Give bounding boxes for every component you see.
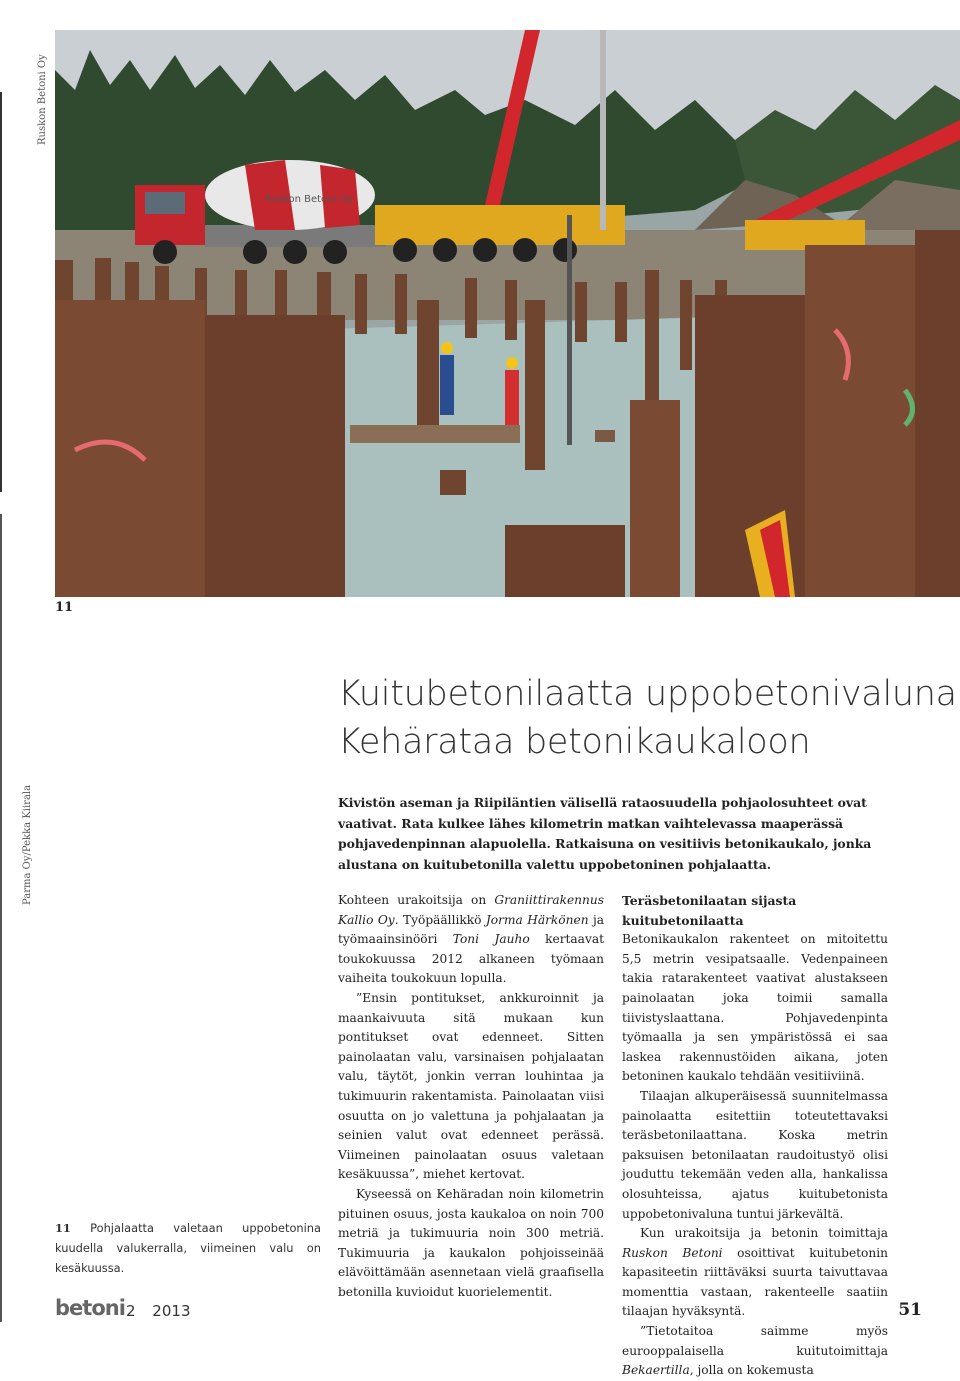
page-number: 51 [898,1300,922,1320]
photo-credit-middle: Parma Oy/Pekka Kiirala [22,784,33,905]
svg-text:Ruskon Betoni Oy: Ruskon Betoni Oy [265,194,354,205]
section-heading: Teräsbetonilaatan sijasta kuitubetonilaatta [622,893,797,928]
left-margin-rule [0,92,2,492]
photo-caption: 11 Pohjalaatta valetaan uppobetonina kuudella valukerralla, viimeinen valu on kesäkuussa. [55,1221,321,1275]
left-margin-rule [0,514,2,1322]
paragraph: Kohteen urakoitsija on Graniittirakennus Kallio Oy. Työpäällikkö Jorma Härkönen ja työmaainsinööri Toni Jauho kertaavat toukokuussa 2012 alkaneen työmaan vaiheita toukokuun lopulla. [338,893,605,986]
work-platform [350,425,520,443]
title-line-2: Kehärataa betonikaukaloon [338,722,811,762]
magazine-logo: betoni [55,1296,125,1320]
paragraph: Kyseessä on Kehäradan noin kilometrin pituinen osuus, josta kaukaloa on noin 700 metriä ja tukimuuria noin 300 metriä. Tukimuuria ja kaukalon pohjoisseinää elävöittämään asennetaan vielä graafisella betonilla kuvioidut kuorielementit. [338,1186,604,1299]
paragraph: ”Ensin pontitukset, ankkuroinnit ja maankaivuuta sitä mukaan kun pontitukset ovat edenneet. Sitten painolaatan valu, varsinaisen pohjalaatan valu, täytöt, jonkin verran louhintaa ja tukimuurin rakentamista. Painolaatan viisi osuutta on jo valettuna ja pohjalaatan ja seinien valut ovat edenneet perässä. Viimeinen painolaatan osuus valetaan kesäkuussa”, miehet kertovat. [338,990,604,1182]
text-column-2 [622,891,888,1381]
issue-number: 2 2013 [126,1302,191,1320]
construction-site-photo [55,30,960,597]
article-lede: Kivistön aseman ja Riipiläntien välisellä rataosuudella pohjaolosuhteet ovat vaativat. Rata kulkee lähes kilometrin matkan vaihtelevassa maaperässä pohjavedenpinnan alapuolella. Ratkaisuna on vesitiivis betonikaukalo, jonka alustana on kuitubetonilla valettu uppobetoninen pohjalaatta. [338,795,872,872]
paragraph: Betonikaukalon rakenteet on mitoitettu 5,5 metrin vesipatsaalle. Vedenpaineen takia ratarakenteet vaativat alustakseen painolaatan joka toimii samalla tiivistyslaattana. Pohjavedenpinta työmaalla ja sen ympäristössä ei saa laskea rakennustöiden aikana, joten betoninen kaukalo tehdään vesitiiviinä. [622,932,888,1084]
text-column-1 [338,891,604,1302]
title-line-1: Kuitubetonilaatta uppobetonivaluna [338,674,957,714]
figure-number: 11 [55,600,74,615]
paragraph: ”Tietotaitoa saimme myös eurooppalaisella kuitutoimittaja Bekaertilla, jolla on kokemusta [622,1324,888,1378]
paragraph: Kun urakoitsija ja betonin toimittaja Ruskon Betoni osoittivat kuitubetonin kapasiteetin riittäväksi suurta taivuttavaa momenttia vastaan, rakenteelle saatiin tilaajan hyväksyntä. [622,1226,888,1319]
photo-credit-top: Ruskon Betoni Oy [37,54,48,145]
paragraph: Tilaajan alkuperäisessä suunnitelmassa painolaatta esitettiin toteutettavaksi teräsbetonilaattana. Koska metrin paksuisen betonilaatan raudoitustyö olisi jouduttu tekemään veden alla, hankalissa olosuhteissa, ajatus kuitubetonista uppobetonivaluna tuntui järkevältä. [622,1088,888,1221]
article-title [338,670,957,766]
